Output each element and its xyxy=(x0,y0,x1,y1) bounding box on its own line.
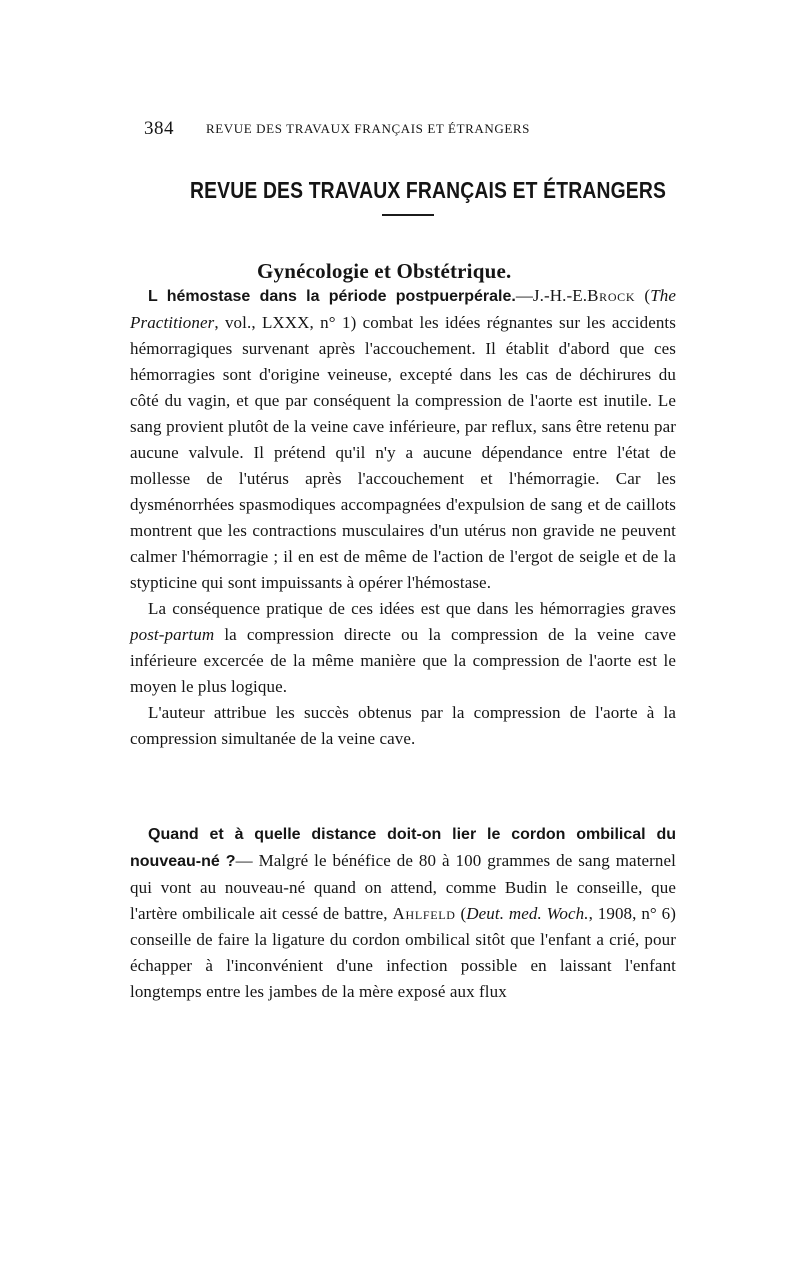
article-hemostasis-postpartum: post-partum xyxy=(130,625,215,644)
article-hemostasis xyxy=(130,283,676,752)
article-hemostasis-paragraph-2-end: la compression directe ou la compression de la veine cave inférieure excercée de la même manière que la compression de l'aorte est le moyen le plus logique. xyxy=(130,625,676,696)
article-hemostasis-paragraph-2-start: La conséquence pratique de ces idées est que dans les hémorragies graves xyxy=(148,599,676,618)
title-rule xyxy=(382,214,434,216)
article-hemostasis-dash: — xyxy=(515,286,533,305)
article-hemostasis-body: combat les idées régnantes sur les accidents hémorragiques survenant après l'accouchement. Il établit d'abord que ces hémorragies sont d'origine veineuse, excepté dans les cas de déchirures du côté du vagin, et que par conséquent la compression de l'aorte est inutile. Le sang provient plutôt de la veine cave inférieure, par reflux, sans être retenu par aucune valvule. Il prétend qu'il n'y a aucune dépendance entre l'état de mollesse de l'utérus après l'accouchement et l'hémorragie. Car les dysménorrhées spasmodiques accompagnées d'expulsion de sang et de caillots montrent que les contractions musculaires d'un utérus non gravide ne peuvent calmer l'hémorragie ; il en est de même de l'action de l'ergot de seigle et de la stypticine qui sont impuissants à opérer l'hémostase. xyxy=(130,313,676,592)
page-number: 384 xyxy=(144,118,174,139)
article-hemostasis-author: Brock xyxy=(587,286,636,305)
article-hemostasis-headline: L hémostase dans la période postpuerpérale. xyxy=(148,288,516,305)
article-hemostasis-paragraph-1 xyxy=(130,283,676,596)
article-hemostasis-journal: The Practitioner xyxy=(130,286,676,332)
article-hemostasis-paragraph-3: L'auteur attribue les succès obtenus par la compression de l'aorte à la compression simultanée de la veine cave. xyxy=(130,703,676,748)
running-title: REVUE DES TRAVAUX FRANÇAIS ET ÉTRANGERS xyxy=(206,121,531,136)
main-title: REVUE DES TRAVAUX FRANÇAIS ET ÉTRANGERS xyxy=(190,177,667,204)
article-umbilical-cord-citation-open: ( xyxy=(455,904,467,923)
article-umbilical-cord-text-before-author: Malgré le bénéfice de 80 à 100 grammes de sang maternel qui vont au nouveau-né quand on attend, comme Budin le conseille, que l'artère ombilicale ait cessé de battre, xyxy=(130,851,676,923)
article-umbilical-cord xyxy=(130,821,676,1005)
article-umbilical-cord-paragraph xyxy=(130,821,676,1005)
running-head xyxy=(144,118,644,138)
article-umbilical-cord-text-after-citation: conseille de faire la ligature du cordon ombilical sitôt que l'enfant a crié, pour échapper à l'inconvénient d'une infection possible en laissant l'enfant longtemps entre les jambes de la mère exposé aux flux xyxy=(130,930,676,1001)
article-umbilical-cord-author: Ahlfeld xyxy=(392,904,456,923)
article-umbilical-cord-journal: Deut. med. Woch. xyxy=(466,904,589,923)
article-hemostasis-citation-rest: , vol., LXXX, n° 1) xyxy=(214,313,357,332)
article-hemostasis-paragraph-2 xyxy=(130,596,676,700)
article-hemostasis-citation-open: ( xyxy=(644,286,651,305)
section-title: Gynécologie et Obstétrique. xyxy=(257,259,512,284)
article-umbilical-cord-citation-rest: , 1908, n° 6) xyxy=(588,904,676,923)
article-umbilical-cord-dash: — xyxy=(235,851,259,870)
article-hemostasis-author-prefix: J.-H.-E. xyxy=(532,286,588,305)
article-umbilical-cord-headline: Quand et à quelle distance doit-on lier le cordon ombilical du nouveau-né ? xyxy=(130,826,676,870)
